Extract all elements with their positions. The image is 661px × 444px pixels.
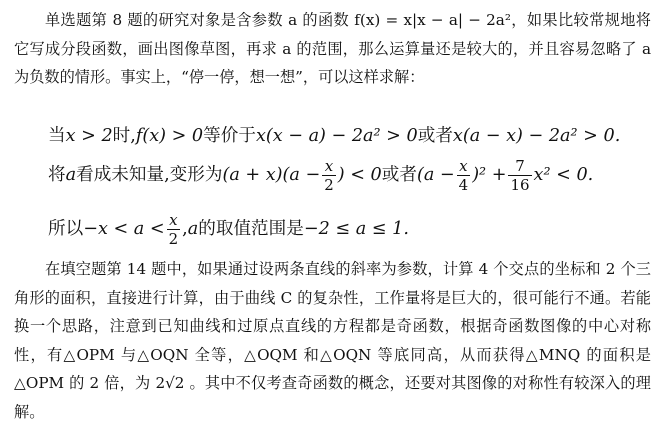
text-fragment: 时, xyxy=(112,126,136,146)
fraction-numerator: x xyxy=(459,156,468,175)
fraction xyxy=(322,157,336,194)
math-condition: x > 2 xyxy=(65,126,113,146)
math-expression: x(a − x) − 2a² > 0. xyxy=(452,126,621,146)
fraction-numerator: x xyxy=(169,210,178,229)
text-fragment: , xyxy=(182,219,188,239)
math-expression: (a + x)(a − xyxy=(222,165,321,185)
text-fragment: 当 xyxy=(48,126,66,146)
math-expression: ) < 0 xyxy=(337,165,382,185)
fraction-denominator: 4 xyxy=(458,175,469,194)
text-fragment: 的取值范围是 xyxy=(198,219,304,239)
fraction-denominator: 2 xyxy=(168,229,179,248)
fraction-denominator: 2 xyxy=(324,175,334,194)
math-line-1 xyxy=(48,122,620,147)
math-line-3 xyxy=(48,203,409,255)
text-fragment: 将 xyxy=(48,165,66,185)
math-expression: (a − xyxy=(416,165,455,185)
paragraph-intro: 单选题第 8 题的研究对象是含参数 a 的函数 f(x) = x|x − a| − 2a²，如果比较常规地将它写成分段函数，画出图像草图，再求 a 的范围，那么运算量还是较大的，并且容易忽略了 a 为负数的情形。事实上，“停一停，想一想”，可以这样求解： xyxy=(14,11,651,87)
fraction xyxy=(457,157,471,194)
math-variable: a xyxy=(65,165,77,185)
math-expression: −2 ≤ a ≤ 1. xyxy=(303,219,409,239)
math-line-2 xyxy=(48,150,593,200)
text-fragment: 看成未知量,变形为 xyxy=(76,165,223,185)
fraction xyxy=(508,157,531,194)
math-expression: x(x − a) − 2a² > 0 xyxy=(255,126,418,146)
math-expression: −x < a < xyxy=(83,219,165,239)
text-fragment: 或者 xyxy=(381,165,417,185)
math-expression: )² + xyxy=(472,165,507,185)
text-fragment: 或者 xyxy=(417,126,453,146)
text-fragment: 所以 xyxy=(48,219,84,239)
math-expression: f(x) > 0 xyxy=(135,126,204,146)
text-fragment: 等价于 xyxy=(203,126,256,146)
fraction-denominator: 16 xyxy=(510,175,530,194)
fraction xyxy=(167,211,181,248)
paragraph-analysis: 在填空题第 14 题中，如果通过设两条直线的斜率为参数，计算 4 个交点的坐标和 2 个三角形的面积，直接进行计算，由于曲线 C 的复杂性，工作量将是巨大的，很可能行不通。若能换一个思路，注意到已知曲线和过原点直线的方程都是奇函数，根据奇函数图像的中心对称性，有△OPM 与△OQN 全等，△OQM 和△OQN 等底同高，从而获得△MNQ 的面积是△OPM 的 2 倍，为 2√2 。其中不仅考查奇函数的概念，还要对其图像的对称性有较深入的理解。 xyxy=(14,260,651,421)
math-expression: x² < 0. xyxy=(533,165,594,185)
fraction-numerator: 7 xyxy=(508,157,531,176)
fraction-numerator: x xyxy=(324,156,334,175)
math-variable: a xyxy=(187,219,199,239)
